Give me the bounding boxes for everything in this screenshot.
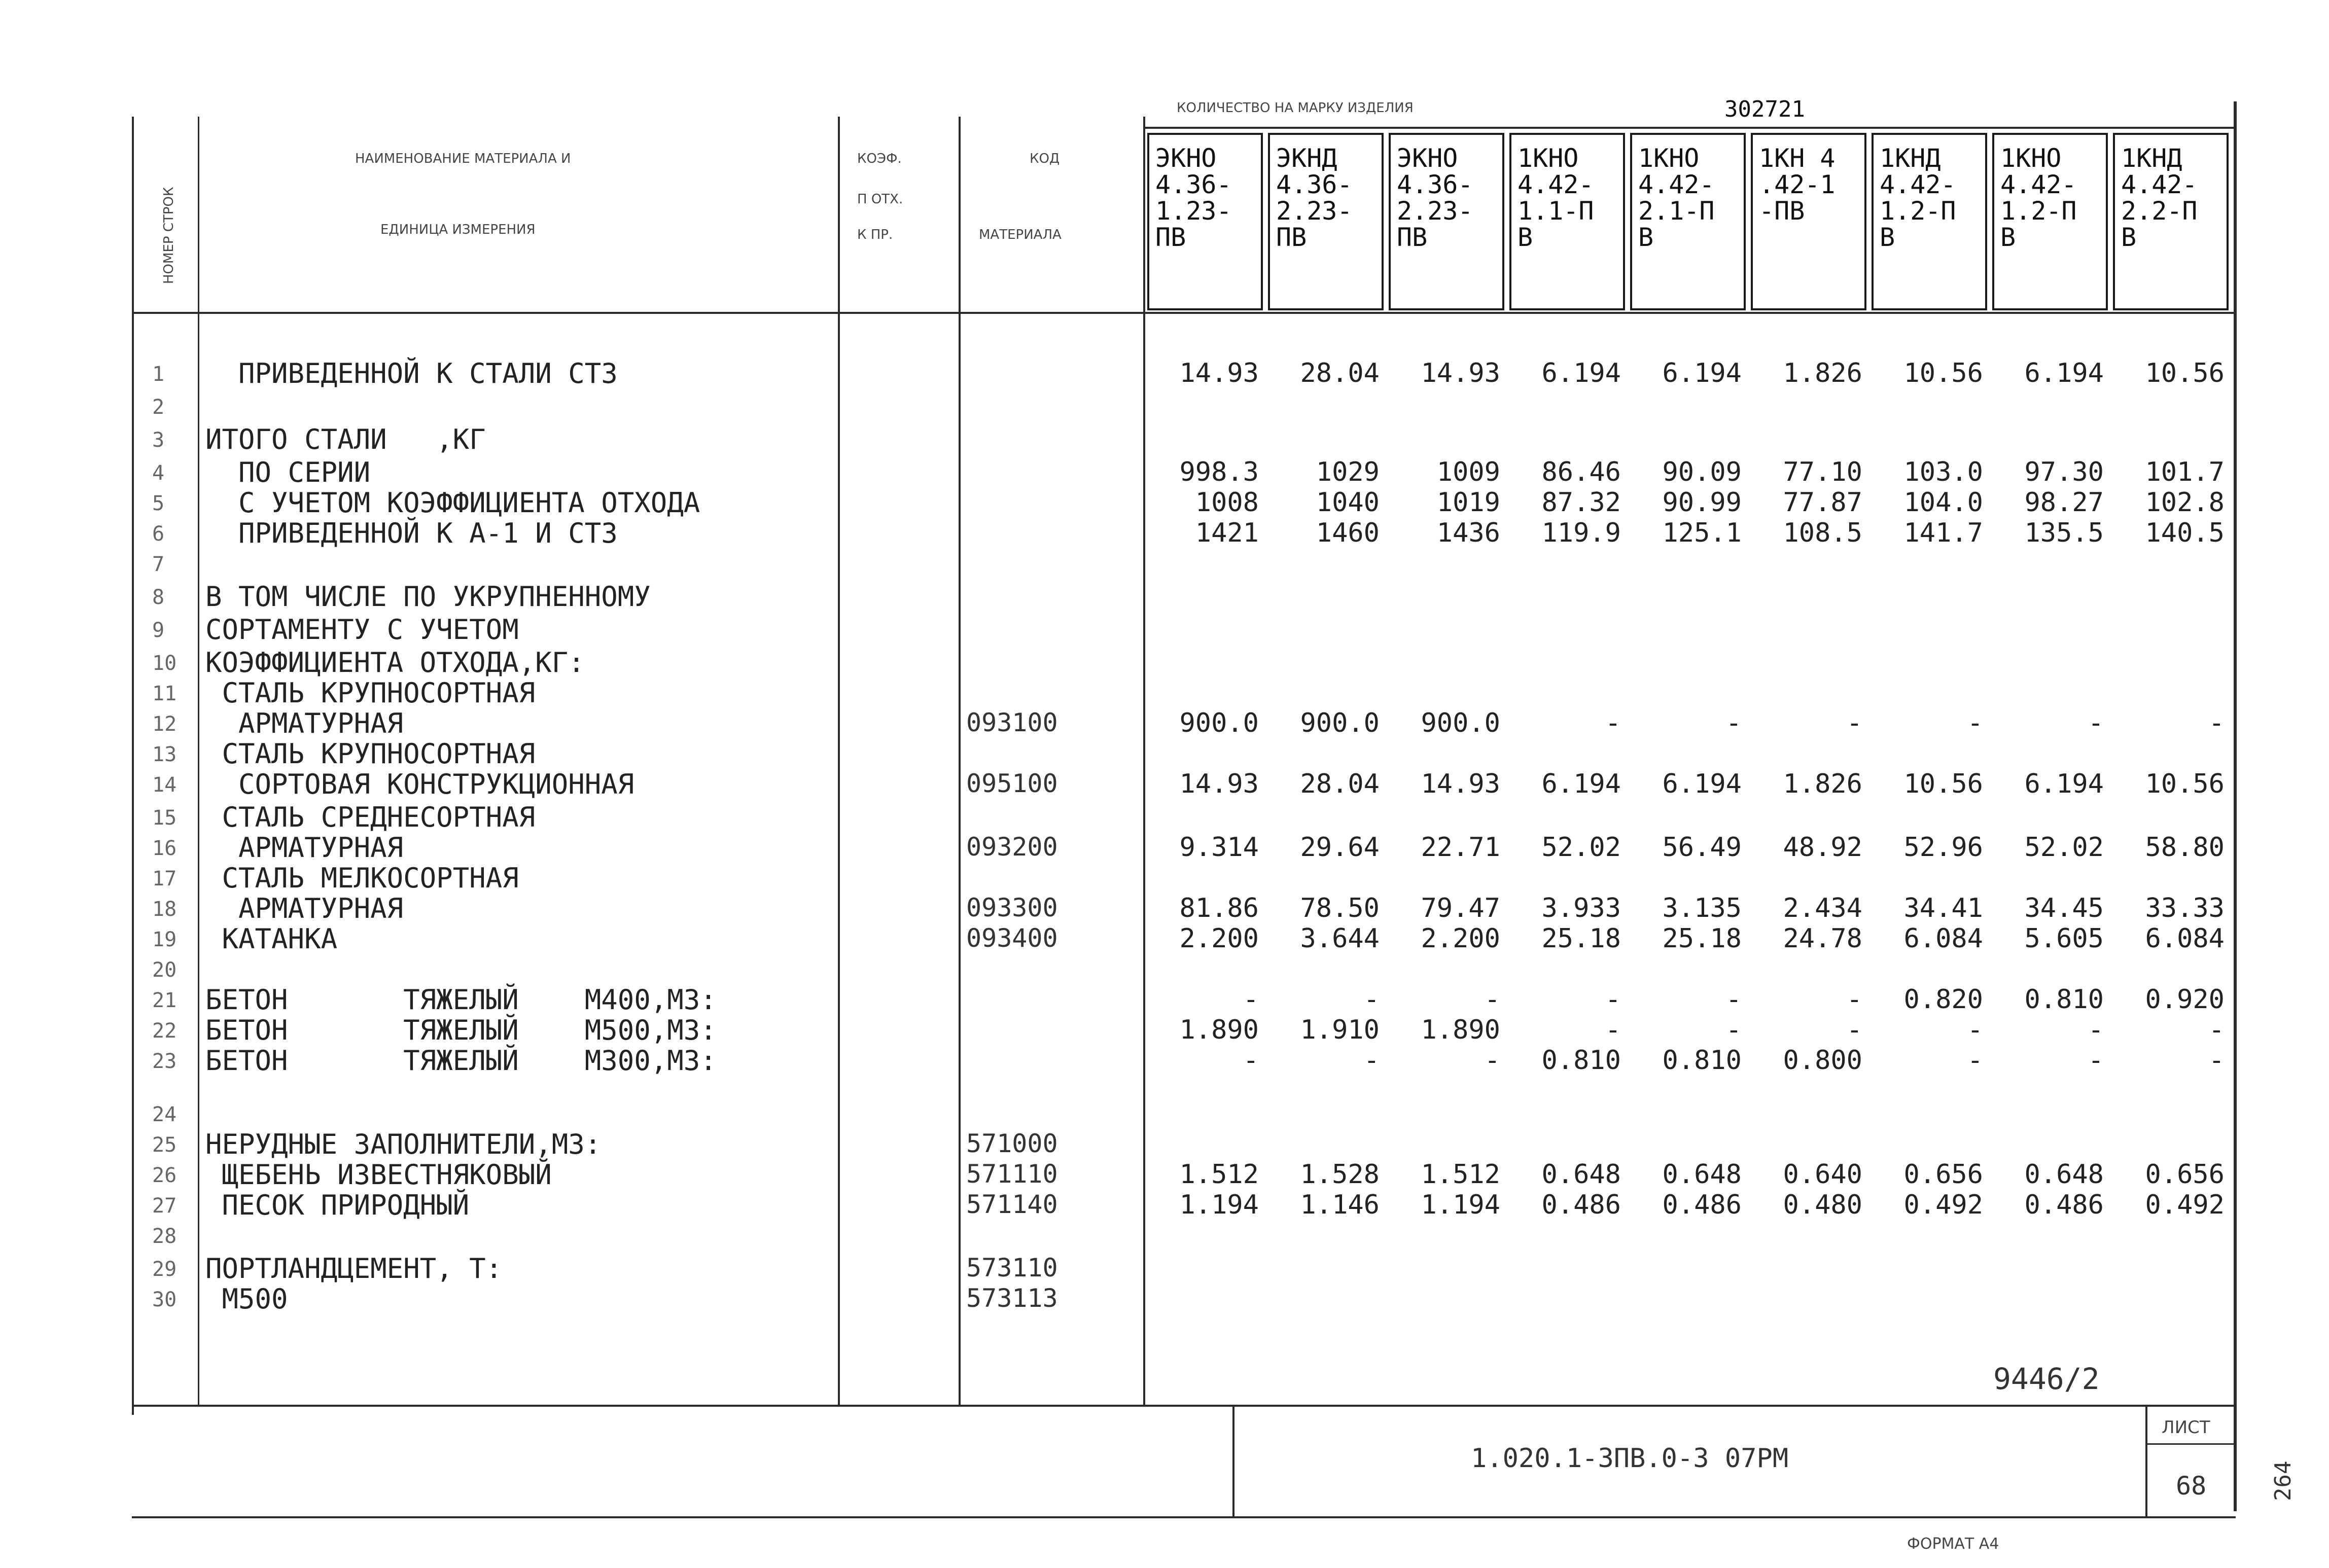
material-name: СОРТАМЕНТУ С УЧЕТОМ (205, 614, 519, 646)
material-name: С УЧЕТОМ КОЭФФИЦИЕНТА ОТХОДА (205, 487, 700, 519)
column-head-7 (1872, 133, 1987, 310)
column-head-line: 1.1-П (1518, 196, 1594, 226)
column-head-line: 1.2-П (1880, 196, 1956, 226)
quantity-value: - (1605, 708, 1621, 738)
quantity-value: - (1605, 1015, 1621, 1045)
quantity-value: 14.93 (1421, 358, 1500, 388)
row-number: 1 (152, 363, 165, 386)
quantity-value: 0.656 (1903, 1159, 1983, 1190)
quantity-value: 10.56 (2145, 769, 2225, 799)
quantity-value: 6.194 (1662, 769, 1742, 799)
quantity-value: 0.486 (1541, 1190, 1621, 1220)
quantity-value: 6.194 (2024, 769, 2104, 799)
material-code: 571140 (966, 1190, 1058, 1219)
quantity-value: 10.56 (1903, 769, 1983, 799)
row-number: 4 (152, 461, 165, 485)
quantity-value: 28.04 (1300, 358, 1380, 388)
quantity-value: - (2088, 708, 2104, 738)
quantity-value: 9.314 (1179, 832, 1259, 863)
quantity-value: 102.8 (2145, 487, 2225, 518)
row-number: 10 (152, 652, 177, 675)
quantity-value: 98.27 (2024, 487, 2104, 518)
quantity-value: 14.93 (1179, 358, 1259, 388)
column-head-line: 4.36- (1276, 170, 1353, 199)
material-code: 095100 (966, 769, 1058, 798)
quantity-value: 0.810 (1662, 1045, 1742, 1076)
quantity-value: 0.656 (2145, 1159, 2225, 1190)
quantity-value: - (1725, 708, 1742, 738)
column-head-line: 2.23- (1397, 196, 1473, 226)
quantity-value: 52.02 (2024, 832, 2104, 863)
quantity-value: - (1363, 984, 1380, 1015)
quantity-value: 79.47 (1421, 893, 1500, 923)
quantity-value: 119.9 (1541, 518, 1621, 548)
row-number: 6 (152, 522, 165, 546)
quantity-value: 1.890 (1421, 1015, 1500, 1045)
column-head-2 (1268, 133, 1384, 310)
quantity-value: 25.18 (1541, 923, 1621, 954)
drawing-number: 9446/2 (1993, 1362, 2100, 1396)
quantity-value: 1.890 (1179, 1015, 1259, 1045)
material-name: СОРТОВАЯ КОНСТРУКЦИОННАЯ (205, 768, 634, 800)
quantity-value: 6.084 (1903, 923, 1983, 954)
header-coef-2: П ОТХ. (857, 192, 903, 207)
quantity-value: 900.0 (1421, 708, 1500, 738)
quantity-value: 140.5 (2145, 518, 2225, 548)
quantity-value: - (1846, 708, 1862, 738)
quantity-value: 1040 (1316, 487, 1380, 518)
quantity-value: 2.434 (1783, 893, 1862, 923)
frame-table-bottom (132, 1405, 2236, 1407)
quantity-value: 58.80 (2145, 832, 2225, 863)
header-num-col: НОМЕР СТРОК (161, 187, 177, 284)
material-name: СТАЛЬ КРУПНОСОРТНАЯ (205, 738, 536, 770)
row-number: 28 (152, 1225, 177, 1248)
column-head-line: ЭКНО (1397, 144, 1458, 173)
column-head-line: ЭКНО (1155, 144, 1217, 173)
column-head-line: 1КНО (2000, 144, 2062, 173)
material-name: БЕТОН ТЯЖЕЛЫЙ М400,М3: (205, 984, 717, 1016)
material-name: ИТОГО СТАЛИ ,КГ (205, 423, 486, 455)
quantity-value: 1.528 (1300, 1159, 1380, 1190)
quantity-value: 3.135 (1662, 893, 1742, 923)
quantity-value: 998.3 (1179, 457, 1259, 487)
quantity-value: 0.492 (1903, 1190, 1983, 1220)
quantity-value: 90.09 (1662, 457, 1742, 487)
quantity-value: 1019 (1436, 487, 1500, 518)
quantity-value: 0.648 (1662, 1159, 1742, 1190)
quantity-value: - (1243, 1045, 1259, 1076)
material-name: ПОРТЛАНДЦЕМЕНТ, Т: (205, 1253, 503, 1285)
row-number: 27 (152, 1194, 177, 1218)
quantity-value: - (1243, 984, 1259, 1015)
material-code: 093100 (966, 708, 1058, 737)
column-head-line: В (1880, 223, 1895, 252)
column-head-line: 2.23- (1276, 196, 1353, 226)
header-code-1: КОД (1030, 151, 1060, 166)
row-number: 19 (152, 928, 177, 951)
column-head-line: 1КНД (1880, 144, 1941, 173)
material-name: КОЭФФИЦИЕНТА ОТХОДА,КГ: (205, 647, 585, 679)
row-number: 25 (152, 1133, 177, 1157)
quantity-value: 0.920 (2145, 984, 2225, 1015)
quantity-value: 1460 (1316, 518, 1380, 548)
quantity-value: 77.87 (1783, 487, 1862, 518)
material-name: БЕТОН ТЯЖЕЛЫЙ М500,М3: (205, 1014, 717, 1046)
quantity-value: - (2088, 1015, 2104, 1045)
quantity-value: 2.200 (1421, 923, 1500, 954)
quantity-value: 34.45 (2024, 893, 2104, 923)
column-head-line: 4.42- (2121, 170, 2198, 199)
material-name: СТАЛЬ СРЕДНЕСОРТНАЯ (205, 801, 536, 833)
header-unit-col: ЕДИНИЦА ИЗМЕРЕНИЯ (380, 222, 536, 237)
quantity-value: 900.0 (1300, 708, 1380, 738)
quantity-value: 0.648 (2024, 1159, 2104, 1190)
material-code: 093300 (966, 893, 1058, 922)
frame-stamp-bottom (132, 1516, 2236, 1518)
column-head-line: 1.23- (1155, 196, 1232, 226)
format-label: ФОРМАТ А4 (1907, 1535, 1999, 1553)
quantity-value: - (1484, 1045, 1500, 1076)
row-number: 18 (152, 898, 177, 921)
quantity-value: 0.640 (1783, 1159, 1862, 1190)
quantity-value: - (1967, 1015, 1983, 1045)
sheet-box-left (2145, 1405, 2147, 1516)
quantity-value: 1029 (1316, 457, 1380, 487)
quantity-value: 78.50 (1300, 893, 1380, 923)
quantity-value: - (1967, 1045, 1983, 1076)
row-number: 3 (152, 429, 165, 452)
row-number: 2 (152, 396, 165, 419)
side-number: 264 (2270, 1460, 2296, 1501)
row-number: 20 (152, 958, 177, 982)
quantity-value: - (1363, 1045, 1380, 1076)
quantity-value: 900.0 (1179, 708, 1259, 738)
quantity-value: 25.18 (1662, 923, 1742, 954)
quantity-value: - (1967, 708, 1983, 738)
frame-top-qty (1143, 127, 2236, 129)
quantity-value: 29.64 (1300, 832, 1380, 863)
material-name: БЕТОН ТЯЖЕЛЫЙ М300,М3: (205, 1045, 717, 1077)
quantity-value: 1.826 (1783, 769, 1862, 799)
column-head-line: ПВ (1397, 223, 1428, 252)
row-number: 22 (152, 1019, 177, 1043)
row-number: 13 (152, 743, 177, 766)
material-code: 571000 (966, 1129, 1058, 1158)
quantity-value: 22.71 (1421, 832, 1500, 863)
column-head-line: 4.42- (2000, 170, 2077, 199)
column-head-line: В (1518, 223, 1533, 252)
column-head-line: 2.1-П (1638, 196, 1715, 226)
material-name: АРМАТУРНАЯ (205, 707, 404, 739)
sheet-number: 68 (2176, 1471, 2207, 1501)
quantity-value: 0.648 (1541, 1159, 1621, 1190)
quantity-value: 1009 (1436, 457, 1500, 487)
row-number: 16 (152, 837, 177, 860)
row-number: 24 (152, 1103, 177, 1126)
row-number: 26 (152, 1164, 177, 1187)
column-head-line: В (2000, 223, 2016, 252)
quantity-value: - (2208, 1045, 2225, 1076)
quantity-value: 56.49 (1662, 832, 1742, 863)
quantity-value: 3.933 (1541, 893, 1621, 923)
quantity-value: 3.644 (1300, 923, 1380, 954)
column-head-line: 1КНО (1638, 144, 1700, 173)
row-number: 12 (152, 712, 177, 736)
quantity-value: 34.41 (1903, 893, 1983, 923)
column-head-line: 4.42- (1518, 170, 1594, 199)
row-number: 14 (152, 773, 177, 797)
quantity-value: 141.7 (1903, 518, 1983, 548)
column-head-line: 2.2-П (2121, 196, 2198, 226)
column-head-1 (1147, 133, 1263, 310)
column-head-line: 1КНО (1518, 144, 1579, 173)
quantity-value: 33.33 (2145, 893, 2225, 923)
material-name: ПЕСОК ПРИРОДНЫЙ (205, 1189, 470, 1221)
frame-header-bottom (132, 312, 2236, 314)
quantity-value: 0.820 (1903, 984, 1983, 1015)
row-number: 11 (152, 682, 177, 705)
quantity-value: 1.146 (1300, 1190, 1380, 1220)
material-name: ПРИВЕДЕННОЙ К СТАЛИ СТЗ (205, 358, 618, 389)
quantity-value: 1.194 (1421, 1190, 1500, 1220)
sheet-box-mid (2145, 1443, 2236, 1445)
quantity-value: 6.194 (1541, 358, 1621, 388)
quantity-value: - (2208, 1015, 2225, 1045)
column-head-9 (2113, 133, 2229, 310)
quantity-value: 6.194 (1662, 358, 1742, 388)
header-coef-3: К ПР. (857, 227, 893, 242)
material-name: М500 (205, 1283, 288, 1315)
quantity-value: 1.194 (1179, 1190, 1259, 1220)
column-head-5 (1630, 133, 1746, 310)
quantity-value: - (1846, 1015, 1862, 1045)
quantity-value: 1.910 (1300, 1015, 1380, 1045)
column-head-line: 4.36- (1397, 170, 1473, 199)
quantity-value: 52.02 (1541, 832, 1621, 863)
quantity-value: 0.486 (2024, 1190, 2104, 1220)
quantity-value: 10.56 (2145, 358, 2225, 388)
column-head-line: -ПВ (1759, 196, 1805, 226)
material-code: 093400 (966, 923, 1058, 953)
column-head-8 (1992, 133, 2108, 310)
header-code-2: МАТЕРИАЛА (979, 227, 1062, 242)
quantity-value: 14.93 (1179, 769, 1259, 799)
quantity-value: 6.084 (2145, 923, 2225, 954)
row-number: 7 (152, 553, 165, 576)
divider-coef (838, 117, 840, 1405)
quantity-value: 87.32 (1541, 487, 1621, 518)
quantity-value: 28.04 (1300, 769, 1380, 799)
row-number: 5 (152, 492, 165, 515)
material-name: ПРИВЕДЕННОЙ К А-1 И СТЗ (205, 517, 618, 549)
frame-stamp-left (1232, 1405, 1234, 1516)
row-number: 8 (152, 586, 165, 609)
quantity-value: 108.5 (1783, 518, 1862, 548)
column-head-line: 4.36- (1155, 170, 1232, 199)
quantity-value: 0.810 (2024, 984, 2104, 1015)
quantity-value: - (1725, 1015, 1742, 1045)
quantity-value: 86.46 (1541, 457, 1621, 487)
quantity-value: - (2088, 1045, 2104, 1076)
quantity-value: 97.30 (2024, 457, 2104, 487)
quantity-value: 48.92 (1783, 832, 1862, 863)
quantity-value: 5.605 (2024, 923, 2104, 954)
header-coef-1: КОЭФ. (857, 151, 902, 166)
sheet-label: ЛИСТ (2162, 1417, 2210, 1438)
column-head-line: .42-1 (1759, 170, 1836, 199)
material-code: 093200 (966, 832, 1058, 862)
quantity-value: 1436 (1436, 518, 1500, 548)
quantity-value: 1008 (1195, 487, 1259, 518)
quantity-value: 90.99 (1662, 487, 1742, 518)
column-head-line: В (2121, 223, 2137, 252)
quantity-value: 6.194 (1541, 769, 1621, 799)
quantity-value: 10.56 (1903, 358, 1983, 388)
quantity-value: 6.194 (2024, 358, 2104, 388)
column-head-line: В (1638, 223, 1654, 252)
quantity-value: 81.86 (1179, 893, 1259, 923)
quantity-value: 1.512 (1421, 1159, 1500, 1190)
row-number: 9 (152, 619, 165, 642)
material-name: СТАЛЬ КРУПНОСОРТНАЯ (205, 677, 536, 709)
row-number: 29 (152, 1258, 177, 1281)
material-name: В ТОМ ЧИСЛЕ ПО УКРУПНЕННОМУ (205, 581, 651, 613)
column-head-3 (1389, 133, 1504, 310)
column-head-line: 4.42- (1638, 170, 1715, 199)
quantity-value: 1421 (1195, 518, 1259, 548)
quantity-value: 0.800 (1783, 1045, 1862, 1076)
quantity-value: - (1484, 984, 1500, 1015)
column-head-line: 1.2-П (2000, 196, 2077, 226)
quantity-value: 52.96 (1903, 832, 1983, 863)
material-name: ПО СЕРИИ (205, 456, 371, 488)
column-head-line: 1КНД (2121, 144, 2182, 173)
row-number: 30 (152, 1288, 177, 1311)
column-head-line: ПВ (1155, 223, 1186, 252)
row-number: 21 (152, 989, 177, 1012)
frame-left (132, 117, 134, 1415)
row-number: 17 (152, 867, 177, 890)
document-designation: 1.020.1-3ПВ.0-3 07РМ (1471, 1443, 1789, 1474)
quantity-value: 24.78 (1783, 923, 1862, 954)
divider-qty (1143, 117, 1145, 1405)
material-name: СТАЛЬ МЕЛКОСОРТНАЯ (205, 862, 519, 894)
quantity-value: - (1605, 984, 1621, 1015)
quantity-value: 0.492 (2145, 1190, 2225, 1220)
quantity-value: 1.826 (1783, 358, 1862, 388)
quantity-value: 1.512 (1179, 1159, 1259, 1190)
material-code: 573110 (966, 1253, 1058, 1282)
quantity-value: 14.93 (1421, 769, 1500, 799)
column-head-line: ПВ (1276, 223, 1307, 252)
quantity-value: - (1725, 984, 1742, 1015)
column-head-4 (1509, 133, 1625, 310)
column-head-line: 1КН 4 (1759, 144, 1836, 173)
quantity-value: 104.0 (1903, 487, 1983, 518)
quantity-value: 0.480 (1783, 1190, 1862, 1220)
material-code: 573113 (966, 1284, 1058, 1313)
material-name: КАТАНКА (205, 923, 338, 955)
quantity-value: 125.1 (1662, 518, 1742, 548)
row-number: 15 (152, 806, 177, 830)
header-qty-label: КОЛИЧЕСТВО НА МАРКУ ИЗДЕЛИЯ (1177, 100, 1414, 116)
quantity-value: 0.486 (1662, 1190, 1742, 1220)
quantity-value: 101.7 (2145, 457, 2225, 487)
material-name: АРМАТУРНАЯ (205, 893, 404, 924)
divider-name (198, 117, 199, 1405)
quantity-value: 2.200 (1179, 923, 1259, 954)
quantity-value: - (1846, 984, 1862, 1015)
column-head-6 (1751, 133, 1866, 310)
material-name: АРМАТУРНАЯ (205, 832, 404, 864)
quantity-value: 135.5 (2024, 518, 2104, 548)
quantity-value: - (2208, 708, 2225, 738)
quantity-value: 103.0 (1903, 457, 1983, 487)
quantity-value: 77.10 (1783, 457, 1862, 487)
divider-code (959, 117, 961, 1405)
material-name: ЩЕБЕНЬ ИЗВЕСТНЯКОВЫЙ (205, 1159, 552, 1191)
column-head-line: 4.42- (1880, 170, 1956, 199)
row-number: 23 (152, 1050, 177, 1073)
column-head-line: ЭКНД (1276, 144, 1337, 173)
header-qty-code: 302721 (1724, 96, 1805, 122)
material-code: 571110 (966, 1159, 1058, 1189)
header-name-col: НАИМЕНОВАНИЕ МАТЕРИАЛА И (355, 151, 571, 166)
quantity-value: 0.810 (1541, 1045, 1621, 1076)
material-name: НЕРУДНЫЕ ЗАПОЛНИТЕЛИ,М3: (205, 1128, 602, 1160)
